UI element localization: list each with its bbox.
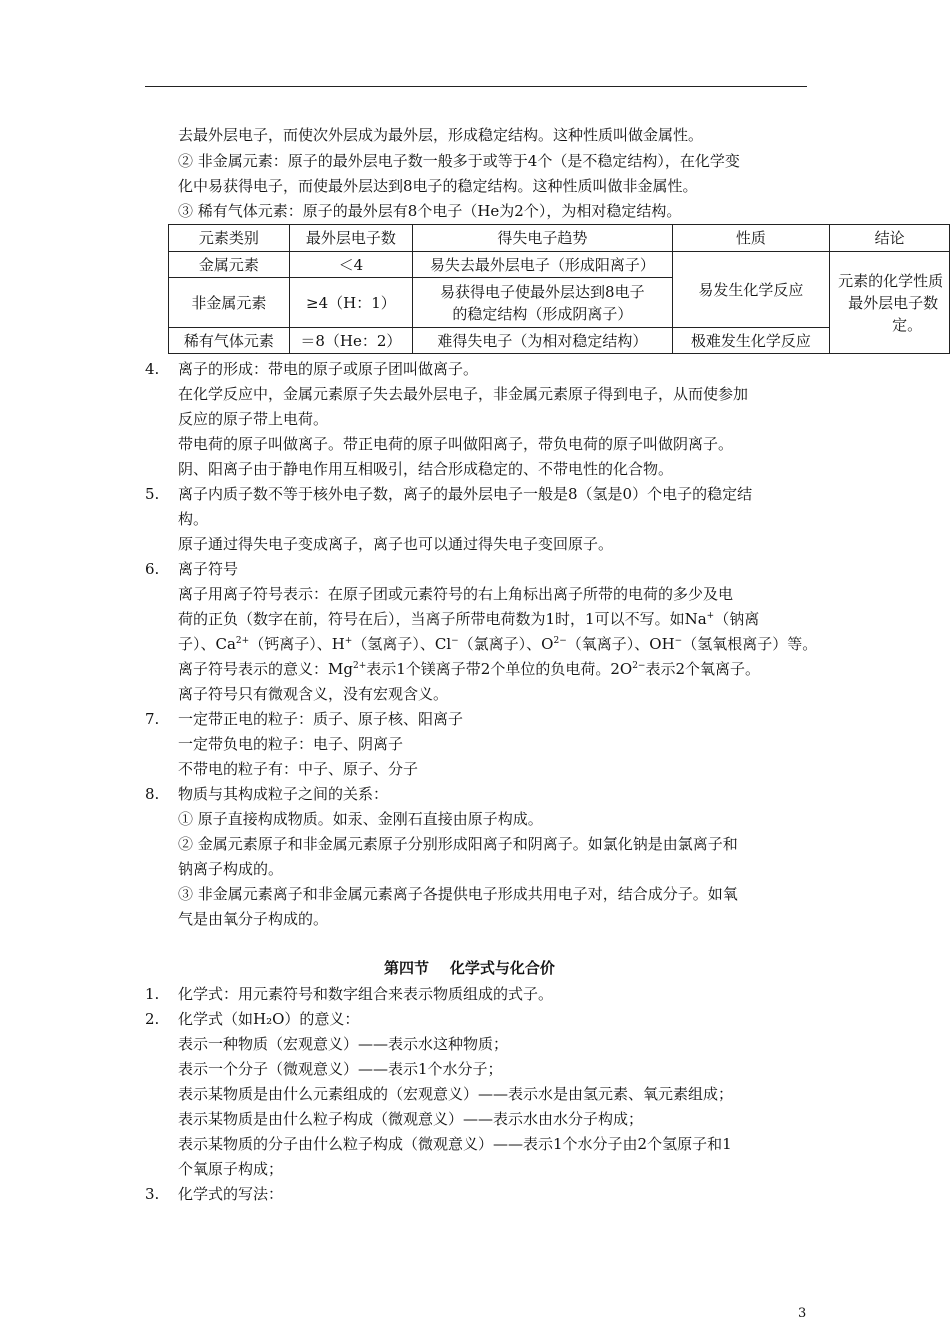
header-outer-electrons: 最外层电子数 <box>289 225 412 252</box>
cell-nonmetal-electrons: ≥4（H：1） <box>289 278 412 328</box>
section-item2-line-6: 表示某物质的分子由什么粒子构成（微观意义）——表示1个水分子由2个氢原子和1 <box>178 1135 732 1153</box>
conclusion-line-3: 定。 <box>892 315 923 334</box>
table-row-metal <box>169 252 950 278</box>
item6-line-6: 离子符号只有微观含义，没有宏观含义。 <box>178 685 449 703</box>
cell-metal-type: 金属元素 <box>169 252 290 278</box>
item5-line-3: 原子通过得失电子变成离子，离子也可以通过得失电子变回原子。 <box>178 535 614 553</box>
item6-line-2: 离子用离子符号表示：在原子团或元素符号的右上角标出离子所带的电荷的多少及电 <box>178 585 734 603</box>
cell-noble-electrons: ＝8（He：2） <box>289 328 412 354</box>
item-number-5: 5. <box>145 485 160 503</box>
item4-line-2: 在化学反应中，金属元素原子失去最外层电子，非金属元素原子得到电子，从而使参加 <box>178 385 749 403</box>
item4-line-4: 带电荷的原子叫做离子。带正电荷的原子叫做阳离子，带负电荷的原子叫做阴离子。 <box>178 435 734 453</box>
section-item2-line-1: 化学式（如H₂O）的意义： <box>178 1010 360 1028</box>
section-title: 第四节 化学式与化合价 <box>384 959 555 977</box>
item5-line-1: 离子内质子数不等于核外电子数，离子的最外层电子一般是8（氢是0）个电子的稳定结 <box>178 485 753 503</box>
item-number-7: 7. <box>145 710 160 728</box>
item8-line-3: ② 金属元素原子和非金属元素原子分别形成阳离子和阴离子。如氯化钠是由氯离子和 <box>178 835 738 853</box>
section-item2-line-7: 个氧原子构成； <box>178 1160 284 1178</box>
page-number: 3 <box>798 1306 807 1321</box>
header-element-type: 元素类别 <box>169 225 290 252</box>
item-number-8: 8. <box>145 785 160 803</box>
item5-line-2: 构。 <box>178 510 209 528</box>
element-properties-table <box>168 224 950 354</box>
section-item2-line-5: 表示某物质是由什么粒子构成（微观意义）——表示水由水分子构成； <box>178 1110 644 1128</box>
cell-noble-trend: 难得失电子（为相对稳定结构） <box>413 328 673 354</box>
item8-line-5: ③ 非金属元素离子和非金属元素离子各提供电子形成共用电子对，结合成分子。如氧 <box>178 885 738 903</box>
cell-nonmetal-trend <box>413 278 673 328</box>
item-number-6: 6. <box>145 560 160 578</box>
item6-line-4: 子）、$Ca^{2+}$（钙离子）、H+（氢离子）、Cl−（氯离子）、$O^{2-}$（氧离子）、OH−（氢氧根离子）等。 <box>178 635 818 653</box>
item8-line-6: 气是由氧分子构成的。 <box>178 910 329 928</box>
header-electron-trend: 得失电子趋势 <box>413 225 673 252</box>
header-conclusion: 结论 <box>830 225 950 252</box>
section-item2-line-2: 表示一种物质（宏观意义）——表示水这种物质； <box>178 1035 509 1053</box>
item6-line-1: 离子符号 <box>178 560 239 578</box>
item8-line-4: 钠离子构成的。 <box>178 860 284 878</box>
item7-line-3: 不带电的粒子有：中子、原子、分子 <box>178 760 419 778</box>
item8-line-1: 物质与其构成粒子之间的关系： <box>178 785 389 803</box>
nonmetal-trend-line-1: 易获得电子使最外层达到8电子 <box>440 282 645 301</box>
section-item1-line-1: 化学式：用元素符号和数字组合来表示物质组成的式子。 <box>178 985 554 1003</box>
cell-metal-electrons: ＜4 <box>289 252 412 278</box>
item6-line-5: 离子符号表示的意义：$Mg^{2+}$表示1个镁离子带2个单位的负电荷。$2O^{2-}$表示2个氧离子。 <box>178 660 761 678</box>
item7-line-1: 一定带正电的粒子：质子、原子核、阳离子 <box>178 710 464 728</box>
item4-line-5: 阴、阳离子由于静电作用互相吸引，结合形成稳定的、不带电性的化合物。 <box>178 460 674 478</box>
header-rule <box>145 86 807 87</box>
section-item-number-1: 1. <box>145 985 160 1003</box>
section-item3-line-1: 化学式的写法： <box>178 1185 284 1203</box>
nonmetal-trend-line-2: 的稳定结构（形成阴离子） <box>452 304 633 323</box>
cell-reactive-property: 易发生化学反应 <box>672 252 830 328</box>
item8-line-2: ① 原子直接构成物质。如汞、金刚石直接由原子构成。 <box>178 810 543 828</box>
intro-line-2: ② 非金属元素：原子的最外层电子数一般多于或等于4个（是不稳定结构），在化学变 <box>178 152 740 170</box>
intro-line-1: 去最外层电子，而使次外层成为最外层，形成稳定结构。这种性质叫做金属性。 <box>178 126 704 144</box>
intro-line-4: ③ 稀有气体元素：原子的最外层有8个电子（He为2个），为相对稳定结构。 <box>178 202 682 220</box>
section-item-number-3: 3. <box>145 1185 160 1203</box>
header-property: 性质 <box>672 225 830 252</box>
item-number-4: 4. <box>145 360 160 378</box>
cell-noble-type: 稀有气体元素 <box>169 328 290 354</box>
cell-nonmetal-type: 非金属元素 <box>169 278 290 328</box>
item4-line-1: 离子的形成：带电的原子或原子团叫做离子。 <box>178 360 479 378</box>
item6-line-3: 荷的正负（数字在前，符号在后），当离子所带电荷数为1时，1可以不写。如Na+（钠离 <box>178 610 760 628</box>
cell-metal-trend: 易失去最外层电子（形成阳离子） <box>413 252 673 278</box>
conclusion-line-2: 最外层电子数 <box>848 293 939 312</box>
table-header-row <box>169 225 950 252</box>
item7-line-2: 一定带负电的粒子：电子、阴离子 <box>178 735 404 753</box>
cell-conclusion <box>830 252 950 354</box>
conclusion-line-1: 元素的化学性质 <box>838 271 944 290</box>
section-item-number-2: 2. <box>145 1010 160 1028</box>
intro-line-3: 化中易获得电子，而使最外层达到8电子的稳定结构。这种性质叫做非金属性。 <box>178 177 698 195</box>
section-item2-line-4: 表示某物质是由什么元素组成的（宏观意义）——表示水是由氢元素、氧元素组成； <box>178 1085 734 1103</box>
cell-noble-property: 极难发生化学反应 <box>672 328 830 354</box>
item4-line-3: 反应的原子带上电荷。 <box>178 410 329 428</box>
section-item2-line-3: 表示一个分子（微观意义）——表示1个水分子； <box>178 1060 503 1078</box>
